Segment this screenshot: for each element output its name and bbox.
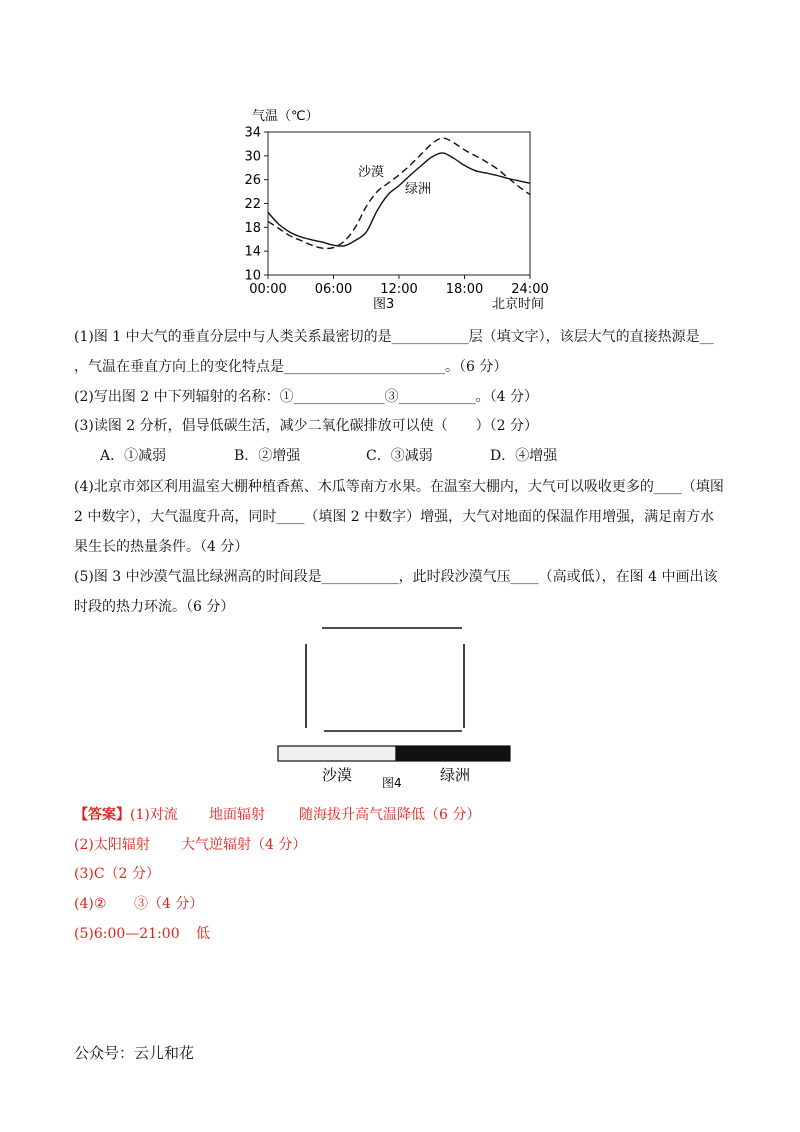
answer-1	[74, 805, 481, 825]
question-4-line-1: (4)北京市郊区利用温室大棚种植香蕉、木瓜等南方水果。在温室大棚内，大气可以吸收更多的____（填图	[74, 479, 724, 495]
question-4-line-2: 2 中数字），大气温度升高，同时____（填图 2 中数字）增强，大气对地面的保温作用增强，满足南方水	[74, 509, 715, 525]
chart-x-ticks	[249, 275, 548, 297]
x-tick-label: 18:00	[445, 282, 484, 297]
answer-2-part-2: 大气逆辐射（4 分）	[181, 837, 307, 853]
series-label-desert: 沙漠	[358, 165, 385, 180]
answer-5-part-2: 低	[196, 926, 210, 942]
y-tick-label: 18	[244, 220, 261, 236]
chart-x-axis-label: 北京时间	[492, 297, 545, 312]
desert-ground-bar	[278, 746, 396, 761]
answer-2-part-1: (2)太阳辐射	[74, 837, 150, 853]
figure4-diagram	[270, 620, 520, 795]
question-3: (3)读图 2 分析，倡导低碳生活，减少二氧化碳排放可以使（ ）（2 分）	[74, 418, 538, 434]
answer-1-part-3: 随海拔升高气温降低（6 分）	[299, 807, 481, 823]
series-line-oasis	[268, 153, 530, 246]
question-1-line-1: (1)图 1 中大气的垂直分层中与人类关系最密切的是___________层（填文字），该层大气的直接热源是__	[74, 329, 714, 345]
y-tick-label: 10	[244, 268, 261, 284]
chart-plot-frame	[268, 132, 530, 275]
option-b: B．②增强	[234, 448, 301, 464]
chart-series	[268, 138, 530, 249]
oasis-ground-bar	[396, 746, 510, 761]
answer-3: (3)C（2 分）	[74, 866, 160, 882]
y-tick-label: 34	[244, 125, 261, 141]
question-2: (2)写出图 2 中下列辐射的名称：①_____________③___________。（4 分）	[74, 389, 538, 405]
answer-4	[74, 894, 204, 914]
series-label-oasis: 绿洲	[405, 182, 432, 197]
x-tick-label: 24:00	[511, 282, 549, 297]
answer-1-part-2: 地面辐射	[209, 807, 265, 823]
option-c: C．③减弱	[366, 448, 433, 464]
figure3-chart	[240, 100, 560, 315]
series-line-desert	[268, 138, 530, 249]
question-5-line-2: 时段的热力环流。（6 分）	[74, 599, 235, 615]
x-tick-label: 12:00	[380, 282, 418, 297]
answer-1-part-1: (1)对流	[130, 807, 178, 823]
answer-tag: 【答案】	[74, 807, 130, 823]
y-tick-label: 22	[244, 197, 261, 212]
option-d: D．④增强	[490, 448, 558, 464]
question-1-line-2: ，气温在垂直方向上的变化特点是_______________________。（6 分）	[74, 359, 508, 375]
chart-y-ticks	[244, 126, 268, 284]
footer-account: 公众号：云儿和花	[74, 1044, 195, 1062]
x-tick-label: 00:00	[249, 282, 287, 297]
option-a: A．①减弱	[100, 448, 167, 464]
answer-4-part-2: ③（4 分）	[134, 896, 204, 912]
y-tick-label: 30	[244, 149, 261, 165]
y-tick-label: 26	[244, 173, 261, 189]
y-tick-label: 14	[244, 244, 261, 260]
oasis-label: 绿洲	[440, 766, 471, 784]
question-4-line-3: 果生长的热量条件。（4 分）	[74, 539, 249, 555]
answer-5-part-1: (5)6:00—21:00	[74, 926, 180, 942]
x-tick-label: 06:00	[314, 282, 353, 297]
figure3-caption: 图3	[373, 297, 395, 312]
answer-5	[74, 924, 210, 944]
figure4-caption: 图4	[382, 776, 402, 790]
desert-label: 沙漠	[322, 766, 353, 784]
answer-2	[74, 835, 307, 855]
chart-y-axis-label: 气温（℃）	[252, 109, 319, 124]
answer-4-part-1: (4)②	[74, 896, 107, 912]
question-5-line-1: (5)图 3 中沙漠气温比绿洲高的时间段是___________，此时段沙漠气压____（高或低），在图 4 中画出该	[74, 569, 718, 585]
